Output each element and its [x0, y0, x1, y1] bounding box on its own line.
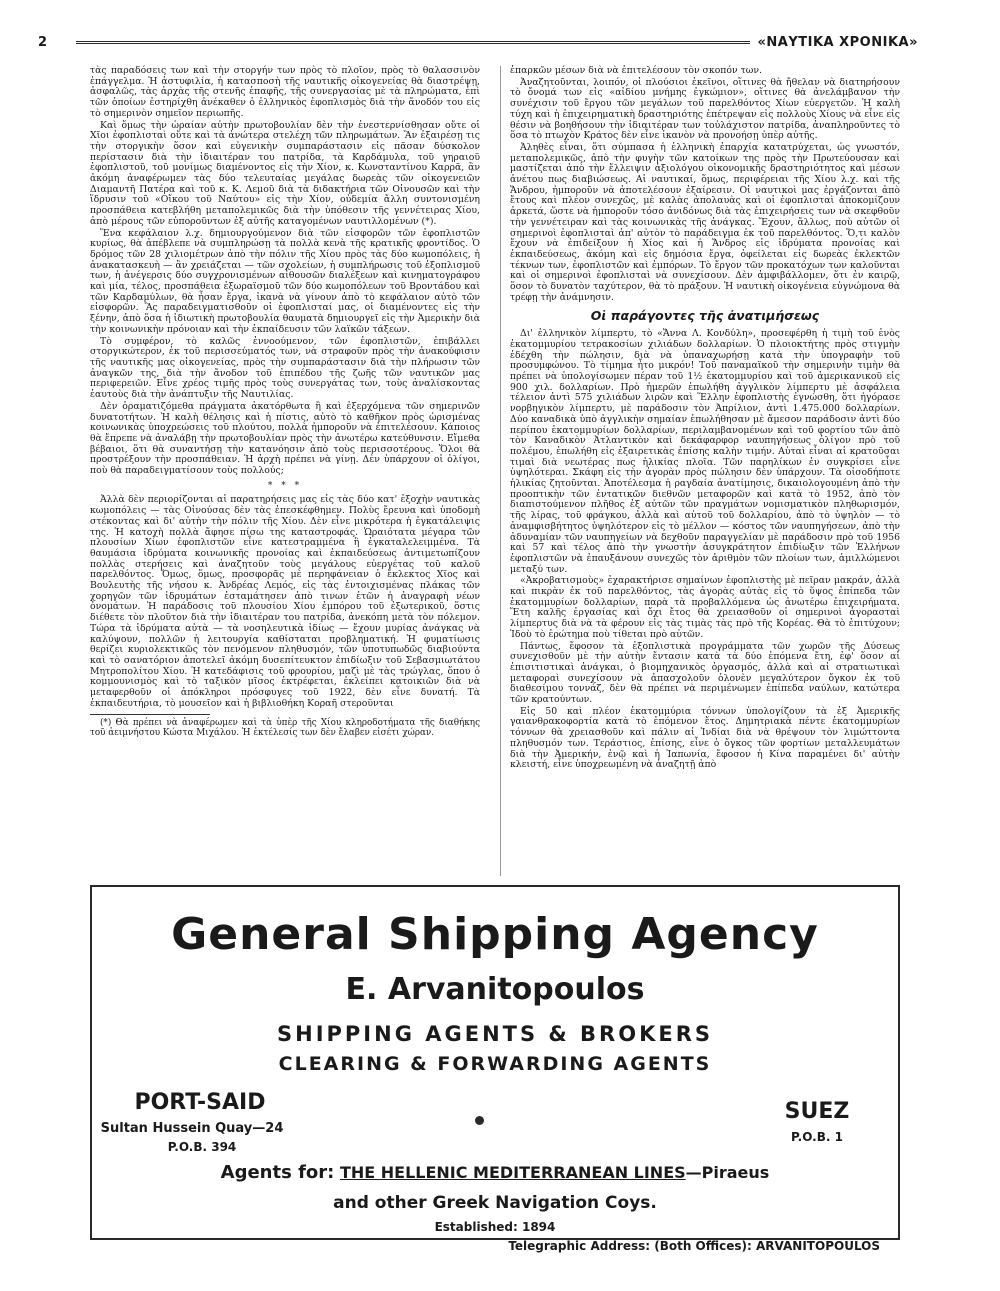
left-paragraph: Καὶ ὅμως τὴν ὡραίαν αὐτὴν πρωτοβουλίαν δὲν τὴν ἐνεστερνίσθησαν οὔτε οἱ Χῖοι ἐφοπλισταὶ οὔτε καὶ τὰ ἀνώτερα στελέχη τῶν πληρωμάτων. Ἂν ἐξαιρέσῃ τις τὴν στοργικὴν ὅσον καὶ εὐγενικὴν συμπαράστασιν εἰς πᾶσαν δύσκολον περίστασιν διὰ τὴν ἰδιαιτέραν του πατρίδα, τὰ Καρδάμυλα, τοῦ γηραιοῦ ἐφοπλιστοῦ, τοῦ μονίμως διαμένοντος εἰς τὴν Χίον, κ. Κωνσταντίνου Καρρᾶ, ἂν ἀκόμη ἀναφέρωμεν τὰς δύο τελευταίας μεγάλας δωρεὰς τῶν οἰκογενειῶν Διαμαντῆ Πατέρα καὶ τοῦ κ. Κ. Λεμοῦ διὰ τὰ διδακτήρια τῶν Οἰνουσῶν καὶ τὴν ἵδρυσιν τοῦ «Οἴκου τοῦ Ναύτου» εἰς τὴν Χίον, οὐδεμία ἄλλη συντονισμένη προσπάθεια κατεβλήθη μεταπολεμικῶς διὰ τὴν ὑπόθεσιν τῆς γεννέτειρας Χίου, ἀπὸ μέρους τῶν εὐποροῦντων ἐξ αὐτῆς καταγομένων ναυτιλλομένων (*). — [90, 119, 480, 227]
section-subheading: Οἱ παράγοντες τῆς ἀνατιμήσεως — [590, 308, 820, 324]
right-paragraph: Ἀναζητοῦνται, λοιπόν, οἱ πλούσιοι ἐκεῖνοι, οἵτινες θὰ ἤθελαν νὰ διατηρήσουν τὸ ὄνομά των εἰς «αἰδίου μνήμης ἐγκώμιον», οἵτινες θὰ ἀνελάμβανον τὴν συνέχισιν τοῦ ἔργου τῶν μεγάλων τοῦ παρελθόντος Χίων εὐεργετῶν. Ἡ καλὴ τύχη καὶ ἡ ἐπιχειρηματικὴ δραστηριότης ἐπέτρεψαν εἰς πολλοὺς Χίους νὰ εἶνε εἰς θέσιν νὰ βοηθήσουν τὴν ἰδιαιτέραν των τοὐλάχιστον πατρίδα, ἀναπληροῦντες τὸ ὅσα τὸ πτωχὸν Κράτος δὲν εἶνε ἱκανὸν νὰ προνοήσῃ ὑπὲρ αὐτῆς. — [510, 76, 900, 142]
right-paragraph: «Ἀκροβατισμοὺς» ἐχαρακτήρισε σημαίνων ἐφοπλιστὴς μὲ πεῖραν μακράν, ἀλλὰ καὶ πικρὰν ἐκ τοῦ παρελθόντος, τὰς ἀγορὰς αὐτὰς εἰς τὸ ὕψος ἐπίπεδα τῶν ἑκατομμυρίων δολλαρίων, παρὰ τὰ προβαλλόμενα ὡς ἀνωτέρω ἐπιχειρήματα. Ἔτη καλῆς ἐργασίας καὶ ὄχι ἔτος θὰ χρειασθοῦν οἱ σημερινοὶ ἀγορασταὶ λίμπερτυς διὰ νὰ τὰ φέρουν εἰς τὰς τιμὰς τὰς πρὸ τῆς Κορέας. Θὰ τὸ ἐπιτύχουν; Ἰδοὺ τὸ ἐρώτημα ποὺ τίθεται πρὸ αὐτῶν. — [510, 575, 900, 640]
ad-company-name: General Shipping Agency — [171, 909, 819, 960]
ad-center-dot-icon — [475, 1116, 484, 1125]
ad-other-lines: and other Greek Navigation Coys. — [333, 1193, 657, 1213]
ad-services-line-1: SHIPPING AGENTS & BROKERS — [277, 1022, 713, 1046]
ad-established — [92, 1220, 898, 1234]
page-number: 2 — [38, 34, 48, 50]
ad-telegraphic-label: Telegraphic Address: (Both Offices): — [508, 1239, 752, 1253]
left-paragraph: Ἀλλὰ δὲν περιορίζονται αἱ παρατηρήσεις μας εἰς τὰς δύο κατ' ἐξοχὴν ναυτικὰς κωμοπόλεις — τὰς Οἰνούσας δὲν τὰς ἐπεσκέφθημεν. Πολὺς ἔρευνα καὶ ὑποδομὴ στέκοντας καὶ δι' αὐτὴν τὴν πόλιν τῆς Χίου. Δὲν εἶνε μικρότερα ἡ ἐγκατάλειψις της. Ἡ κατοχὴ πολλὰ ἄφησε πίσω της καταστροφάς. Ὡραιότατα μέγαρα τῶν πλουσίων Χίων ἐφοπλιστῶν εἶνε κατεστραμμένα ἢ ἐγκαταλελειμμένα. Τὰ θαυμάσια ἱδρύματα κοινωνικῆς προνοίας καὶ ἐκπαιδεύσεως ἀντιμετωπίζουν πολλὰς στερήσεις καὶ ἀναζητοῦν τοὺς μεγάλους εὐεργέτας τοῦ καλοῦ παρελθόντος. Ὅμως, ὅμως, προσφορᾶς μὲ περηφάνειαν ὁ ἔκλεκτος Χῖος καὶ Βουλευτὴς τῆς νήσου κ. Ἀνδρέας Λεμός, εἰς τὰς ἐντοιχισμένας πλάκας τῶν χορηγῶν τῶν ἱδρυμάτων ἐσταμάτησεν ἀπὸ τινων ἐτῶν ἡ ἀναγραφὴ νέων ὀνομάτων. Ἡ παράδοσις τοῦ πλουσίου Χίου ἐμπόρου τοῦ ἐξωτερικοῦ, ὅστις διέθετε τὸν πλοῦτον διὰ τὴν ἰδιαιτέραν του πατρίδα, ἀνεκόπη μετὰ τὸν πόλεμον. Τώρα τὰ ἱδρύματα αὐτὰ — τὰ νοσηλευτικὰ ἰδίως — ἔχουν μυρίας ἀνάγκας νὰ καλύψουν, πολλῶν ἡ λειτουργία καθίσταται προβληματική. Ἡ φυματίωσις θερίζει κυριολεκτικῶς τὸν πενόμενον πληθυσμόν, τῶν ὑποτυπωδῶς διαβιούντα καὶ τὸ σανατόριον ἀποτελεῖ ἀκόμη δυσεπίτευκτον ἐπιδίωξιν τοῦ Σεβασμιωτάτου Μητροπολίτου Χίου. Ἡ κατεδάφισις τοῦ φρουρίου, μαζὶ μὲ τὰς τρώγλας, ὅπου ὁ κομμουνισμὸς καὶ τὸ ταξικὸν μῖσος ἐκτρέφεται, ἐκλείπει κατοικιῶν διὰ νὰ μεταφερθοῦν οἱ ἀπόκληροι πρόσφυγες τοῦ 1922, δὲν εἶνε δυνατή. Τὰ ἐκπαιδευτήρια, τὸ μουσεῖον καὶ ἡ βιβλιοθήκη Κοραῆ στεροῦνται — [90, 494, 480, 709]
ad-port-said-city: PORT-SAID — [134, 1090, 266, 1115]
ad-suez-pob: P.O.B. 1 — [791, 1130, 843, 1144]
ad-agents-lines: THE HELLENIC MEDITERRANEAN LINES — [339, 1163, 686, 1182]
ad-telegraphic-value: ARVANITOPOULOS — [756, 1239, 880, 1253]
ad-agents-city: —Piraeus — [685, 1163, 770, 1182]
left-paragraph: Ἕνα κεφάλαιον λ.χ. δημιουργούμενον διὰ τῶν εἰσφορῶν τῶν ἐφοπλιστῶν κυρίως, θὰ ἀπέβλεπε νὰ συμπληρώσῃ τὰ πολλὰ κενὰ τῆς κρατικῆς φροντίδος. Ὁ δρόμος τῶν 28 χιλιομέτρων ἀπὸ τὴν πόλιν τῆς Χίου πρὸς τὰς δύο κωμοπόλεις, ἡ ἀνακατασκευὴ — ἂν χρειάζεται — τῶν σχολείων, ἡ συμπλήρωσις τοῦ ἐξοπλισμοῦ των, ἡ ἀνέγερσις δύο συγχρονισμένων αἰθουσῶν διαλέξεων καὶ κινηματογράφου καὶ μία, τέλος, προσπάθεια ἐξωραϊσμοῦ τῶν δύο κωμοπόλεων τοῦ Βροντάδου καὶ τῶν Καρδαμύλων, θὰ ἦσαν ἔργα, ἱκανὰ νὰ γίνουν ἀπὸ τὸ κεφάλαιον αὐτὸ τῶν εἰσφορῶν. Ἂς παραδειγματισθοῦν οἱ ἐφοπλισταί μας, οἱ διαμένοντες εἰς τὴν ξένην, ἀπὸ ὅσα ἡ ἰδιωτικὴ πρωτοβουλία θαυματὰ δημιουργεῖ εἰς τὴν Ἀμερικὴν διὰ τὴν κοινωνικὴν πρόνοιαν καὶ τὴν ἐκπαίδευσιν τῶν λαϊκῶν τάξεων. — [90, 227, 480, 335]
right-column — [510, 66, 900, 886]
section-separator: * * * — [267, 480, 303, 491]
ad-port-said-pob: P.O.B. 394 — [167, 1140, 237, 1154]
right-paragraph: Εἰς 50 καὶ πλέον ἑκατομμύρια τόννων ὑπολογίζουν τὰ ἐξ Ἀμερικῆς γαιανθρακοφορτία κατὰ τὸ ἑπόμενον ἔτος. Δημητριακὰ πέντε ἑκατομμυρίων τόννων θὰ χρειασθοῦν καὶ πάλιν αἱ Ἰνδίαι διὰ νὰ θρέψουν τὸν λιμώττοντα πληθυσμόν των. Τεράστιος, ἐπίσης, εἶνε ὁ ὄγκος τῶν φορτίων μεταλλευμάτων διὰ τὴν Ἀμερικήν, ἐνῷ καὶ ἡ Ἰαπωνία, ἔφοσον ἡ Κίνα παραμένει δι' αὐτὴν κλειστή, εἶνε ὑποχρεωμένη νὰ ἀναζητῇ ἀπὸ — [510, 705, 900, 771]
header-rule-left — [76, 41, 750, 44]
ad-agents-label: Agents for: — [220, 1162, 335, 1183]
shipping-agency-advertisement — [90, 885, 900, 1253]
ad-port-said-address: Sultan Hussein Quay—24 — [100, 1121, 284, 1136]
right-paragraph: Πάντως, ἔφοσον τὰ ἐξοπλιστικὰ προγράμματα τῶν χωρῶν τῆς Δύσεως συνεχισθοῦν μὲ τὴν αὐτὴν ἔντασιν κατὰ τὰ δύο ἑπόμενα ἔτη, ἐφ' ὅσον αἱ ἐπισιτιστικαὶ ἀνάγκαι, ὁ βιομηχανικὸς ὀργασμός, ἀλλὰ καὶ αἱ στρατιωτικαὶ μεταφοραὶ συνεχίσουν νὰ ἀπασχολοῦν ὁλονὲν μεγαλύτερον ὄγκον ἐκ τοῦ διαθεσίμου τοννάζ, δὲν θὰ πρέπει νὰ περιμένωμεν ἐπίπεδα ναύλων, κατώτερα τῶν κρατούντων. — [510, 640, 900, 706]
left-paragraph: τὰς παραδόσεις των καὶ τὴν στοργήν των πρὸς τὸ πλοῖον, πρὸς τὸ θαλασσινὸν ἐπάγγελμα. Ἡ ἀστυφιλία, ἡ κατασποσὴ τῆς ναυτικῆς οἰκογενείας θὰ διαστρέψῃ, ἀσφαλῶς, τὰς ἀρχὰς τῆς στενῆς ἐπαφῆς, τῆς συνεργασίας μὲ τὰ πληρώματα, ἐπὶ τῶν ὁποίων ἐστηρίχθη ἀνέκαθεν ὁ ἑλληνικὸς ἐφοπλισμὸς διὰ τὴν ἄνοδόν του εἰς τὸ σημερινὸν σημεῖον περιωπῆς. — [90, 65, 480, 119]
ad-suez-city: SUEZ — [784, 1099, 850, 1124]
footnote: (*) Θὰ πρέπει νὰ ἀναφέρωμεν καὶ τὰ ὑπὲρ τῆς Χίου κληροδοτήματα τῆς διαθήκης τοῦ ἀειμνήστου Κώστα Μιχάλου. Ἡ ἐκτέλεσίς των δὲν ἔλαβεν εἰσέτι χώραν. — [90, 718, 480, 739]
left-column — [90, 66, 480, 856]
column-divider — [500, 66, 501, 876]
ad-established-year: 1894 — [521, 1220, 556, 1234]
left-paragraph: Τὸ συμφέρον, τὸ καλῶς ἐννοούμενον, τῶν ἐφοπλιστῶν, ἐπιβάλλει στοργικώτερον, ἐκ τοῦ περισσεύματός των, νὰ στραφοῦν πρὸς τὴν ἀνακούφισιν τῆς ναυτικῆς μας οἰκογενείας, πρὸς τὴν συμπαράστασιν διὰ τὴν πλήρωσιν τῶν ἀναγκῶν της, διὰ τὴν ἄνοδον τοῦ ἐπιπέδου τῆς ζωῆς τῶν ναυτικῶν μας περιφερειῶν. Εἶνε χρέος τιμῆς πρὸς τοὺς συνεργάτας των, τοὺς ἀναλίσκοντας ἑαυτοὺς διὰ τὴν ἀνάπτυξιν τῆς Ναυτιλίας. — [90, 335, 480, 401]
right-paragraph: Ἀληθὲς εἶναι, ὅτι σύμπασα ἡ ἑλληνικὴ ἐπαρχία κατατρύχεται, ὡς γνωστόν, μεταπολεμικῶς, ἀπὸ τὴν φυγὴν τῶν κατοίκων της πρὸς τὴν Πρωτεύουσαν καὶ μαστίζεται ἀπὸ τὴν ἔλλειψιν ἀξιολόγου οἰκονομικῆς δραστηριότητος καὶ μέσων ἀνέτου πως διαβιώσεως. Αἱ ναυτικαί, ὅμως, περιφέρειαι τῆς Χίου λ.χ. καὶ τῆς Ἄνδρου, ἠμποροῦν νὰ ἀποτελέσουν ἐξαίρεσιν. Οἱ ναυτικοὶ μας ἐργάζονται ἀπὸ ἔτους καὶ πλέον συνεχῶς, μὲ καλὰς ἀπολαυὰς καὶ οἱ ἐφοπλισταὶ ἀποκομίζουν ἀρκετά, ὥστε νὰ ἠμποροῦν τόσο ἀνιδόνως διὰ τὰς ἐπιχειρήσεις των νὰ σκεφθοῦν τὴν γεννέτειραν καὶ τὰς κοινωνικὰς τῆς ἀνάγκας. Ἔχουν, ἄλλως, ποὺ αὐτῶν οἱ σημερινοὶ ἐφοπλισταὶ ἀπ' αὐτὸν τὸ παράδειγμα ἐκ τοῦ παρελθόντος. Ὅ,τι καλὸν ἔχουν νὰ ἐπιδείξουν ἡ Χίος καὶ ἡ Ἄνδρος εἰς ἱδρύματα προνοίας καὶ ἐκπαιδεύσεως, ἀκόμη καὶ εἰς δημόσια ἔργα, ὀφείλεται εἰς δωρεὰς ἐκλεκτῶν τέκνων των, ἐφοπλιστῶν καὶ ἐμπόρων. Τὸ ἔργον τῶν προκατόχων των καλοῦνται καὶ οἱ σημερινοὶ ἐφοπλισταὶ νὰ συνεχίσουν. Δὲν ἀμφιβάλλομεν, ὅτι ἐν καιρῷ, ὅσον τὸ δυνατὸν ταχύτερον, θὰ τὸ πράξουν. Ἡ ναυτικὴ οἰκογένεια εὐγνώμονα θὰ τρέφῃ τὴν ἀνάμνησιν. — [510, 141, 900, 303]
ad-telegraphic-address — [508, 1239, 880, 1253]
right-paragraph: Δι' ἑλληνικὸν λίμπερτυ, τὸ «Ἄννα Λ. Κονδύλη», προσεφέρθη ἡ τιμὴ τοῦ ἑνὸς ἑκατομμυρίου τετρακοσίων χιλιάδων δολλαρίων. Ὁ πλοιοκτήτης πρὸς στιγμὴν ἐδέχθη τὴν πώλησιν, διὰ νὰ ὑπαναχωρήσῃ κατὰ τὴν ὑπογραφὴν τοῦ προσυμφώνου. Τὸ τίμημα ἦτο μικρόν! Τοῦ παναμαϊκοῦ τὴν σημερινὴν τιμὴν θὰ πρέπει νὰ ὑπολογίσωμεν πέραν τοῦ 1½ ἑκατομμυρίου καὶ τοῦ ἀμερικανικοῦ εἰς 900 χιλ. δολλαρίων. Πρὸ ἡμερῶν ἐπωλήθη ἀγγλικὸν λίμπερτυ μὲ ἀσφάλεια τέλειον ἀντὶ 575 χιλιάδων λιρῶν καὶ Ἕλλην ἐφοπλιστὴς ἐγνώσθη, ὅτι ἠγόρασε νορβηγικὸν λίμπερτυ, μὲ παράδοσιν τὸν Ἀπρίλιον, ἀντὶ 1.475.000 δολλαρίων. Δύο καναδικὰ ὑπὸ ἀγγλικὴν σημαίαν ἐπωλήθησαν μὲ ἄμεσον παράδοσιν ἀντὶ δύο περίπου ἑκατομμυρίων δολλαρίων, περιλαμβανομένων καὶ τοῦ φορτίου τῶν ἀπὸ τὸν Καναδικὸν Ἀτλαντικὸν καὶ δεκάφαρφορ ναυπηγήσεως ὀλίγον πρὸ τοῦ πολέμου, ἐπωλήθη εἰς ἐξαιρετικὰς ἐπίσης καλὴν τιμήν. Αὐταὶ εἶναι αἱ κρατοῦσαι τιμαὶ διὰ νεωτέρας πως ἡλικίας πλοῖα. Τῶν παρηλίκων ἐν συγκρίσει εἶνε ὑψηλότεραι. Σκάφη εἰς τὴν ἀγορὰν πρὸς πώλησιν δὲν ὑπάρχουν. Τὰ οἰσοδήποτε ἡλικίας ζητοῦνται. Ἀποτέλεσμα ἡ ραγδαία ἀνατίμησις, δικαιολογουμένη ἀπὸ τὴν προοπτικὴν τῶν ἐντατικῶν διεθνῶν μεταφορῶν καὶ κατὰ τὸ 1952, ἀπὸ τὸν διαπιστούμενον πλῆθος ἐξ αὐτῶν τῶν πραγμάτων νομισματικὸν πληθωρισμόν, τῆς λίρας, τοῦ φράγκου, ἀλλὰ καὶ αὐτοῦ τοῦ δολλαρίου, ἀπὸ τὸ ὑψηλὸν — τὸ ἀναμφισβήτητος ὑψηλότερον εἰς τὸ μέλλον — κόστος τῶν ναυπηγήσεων, ἀπὸ τὴν ἀδυναμίαν τῶν ναυπηγείων νὰ δεχθοῦν παραγγελίαν μὲ παράδοσιν πρὸ τοῦ 1956 καὶ 57 καὶ τέλος ἀπὸ τὴν γνωστὴν ἀσυγκράτητον ἐπιδίωξιν τῶν Ἑλλήνων ἐφοπλιστῶν νὰ ἐπαυξάνουν συνεχῶς τὸν ἀριθμὸν τῶν πλοίων των, ἁμιλλώμενοι μεταξύ των. — [510, 328, 900, 575]
publication-title: «ΝΑΥΤΙΚΑ ΧΡΟΝΙΚΑ» — [757, 34, 918, 50]
ad-owner-name: E. Arvanitopoulos — [345, 972, 645, 1007]
ad-agents-line — [92, 1162, 898, 1183]
left-paragraph: Δὲν ὁραματιζόμεθα πράγματα ἀκατόρθωτα ἢ καὶ ἐξερχόμενα τῶν σημερινῶν δυνατοτήτων. Ἡ καλὴ θέλησις καὶ ἡ πίστις, αὐτὸ τὸ καθῆκον πρὸς ὡρισμένας κοινωνικὰς ὑποχρεώσεις τοῦ πλούτου, πολλὰ ἠμποροῦν νὰ ἐπιτελέσουν. Κάποιος θὰ ἔπρεπε νὰ ἀναλάβῃ τὴν πρωτοβουλίαν πρὸς τὴν ἀνωτέρω κατεύθυνσιν. Εἴμεθα βέβαιοι, ὅτι θὰ συναντήσῃ τὴν κατανόησιν ἀπὸ τοὺς περισσοτέρους. Ὅλοι θὰ προστρέξουν τὴν προσπάθειαν. Ἡ ἀρχὴ πρέπει νὰ γίνῃ. Δὲν ὑπάρχουν οἱ ὀλίγοι, ποὺ θὰ παραδειγματίσουν τοὺς πολλούς; — [90, 400, 480, 477]
page-header — [38, 34, 918, 50]
right-paragraph: ἐπαρκῶν μέσων διὰ νὰ ἐπιτελέσουν τὸν σκοπόν των. — [510, 65, 762, 76]
ad-services-line-2: CLEARING & FORWARDING AGENTS — [278, 1053, 712, 1075]
footnote-rule — [90, 714, 210, 715]
ad-established-label: Established: — [434, 1220, 518, 1234]
